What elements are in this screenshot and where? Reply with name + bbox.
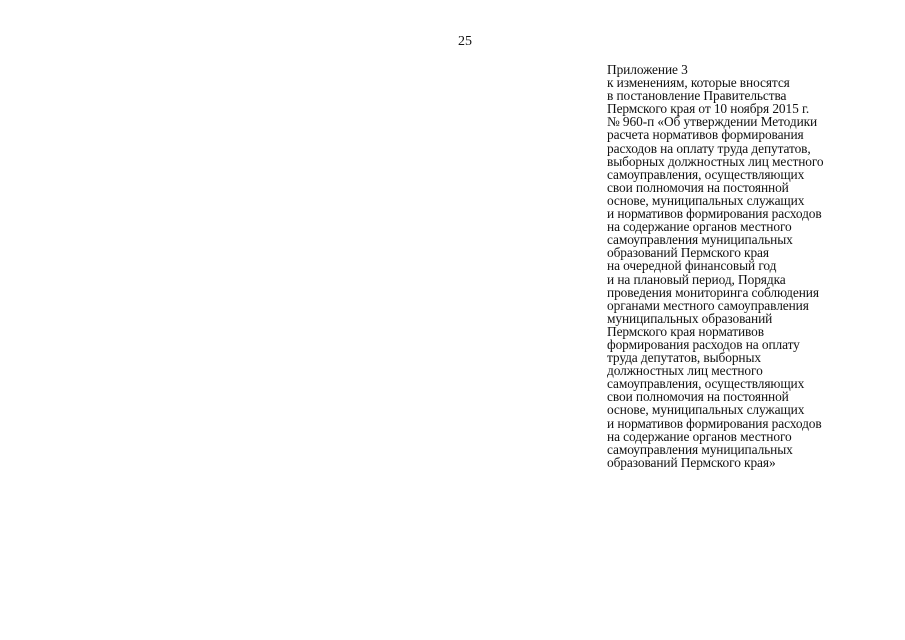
appendix-line: муниципальных образований	[607, 310, 773, 326]
appendix-line: основе, муниципальных служащих	[607, 402, 805, 418]
appendix-line: самоуправления, осуществляющих	[607, 376, 805, 392]
appendix-line: к изменениям, которые вносятся	[607, 75, 790, 91]
page-number: 25	[458, 34, 472, 49]
appendix-line: и на плановый период, Порядка	[607, 271, 786, 287]
appendix-line: и нормативов формирования расходов	[607, 415, 822, 431]
appendix-line: расчета нормативов формирования	[607, 127, 804, 143]
appendix-line: образований Пермского края	[607, 245, 769, 261]
appendix-line: № 960-п «Об утверждении Методики	[607, 114, 818, 130]
appendix-line: Пермского края нормативов	[607, 323, 764, 339]
appendix-line: проведения мониторинга соблюдения	[607, 284, 819, 300]
appendix-line: на содержание органов местного	[607, 428, 792, 444]
appendix-line: самоуправления муниципальных	[607, 232, 793, 248]
appendix-line: Приложение 3	[607, 62, 688, 77]
appendix-line: формирования расходов на оплату	[607, 336, 800, 352]
appendix-line: на содержание органов местного	[607, 219, 792, 235]
appendix-line: расходов на оплату труда депутатов,	[607, 140, 811, 156]
appendix-line: Пермского края от 10 ноября 2015 г.	[607, 101, 810, 117]
appendix-line: свои полномочия на постоянной	[607, 389, 789, 405]
appendix-line: в постановление Правительства	[607, 88, 787, 104]
appendix-line: выборных должностных лиц местного	[607, 153, 824, 169]
appendix-line: свои полномочия на постоянной	[607, 179, 789, 195]
appendix-line: должностных лиц местного	[607, 363, 763, 379]
appendix-line: самоуправления муниципальных	[607, 441, 793, 457]
appendix-line: и нормативов формирования расходов	[607, 206, 822, 222]
appendix-line: труда депутатов, выборных	[607, 350, 761, 366]
appendix-header-block	[607, 63, 897, 469]
appendix-line: самоуправления, осуществляющих	[607, 166, 805, 182]
appendix-line: на очередной финансовый год	[607, 258, 777, 274]
appendix-line: образований Пермского края»	[607, 454, 776, 470]
appendix-line: органами местного самоуправления	[607, 297, 809, 313]
appendix-line: основе, муниципальных служащих	[607, 192, 805, 208]
